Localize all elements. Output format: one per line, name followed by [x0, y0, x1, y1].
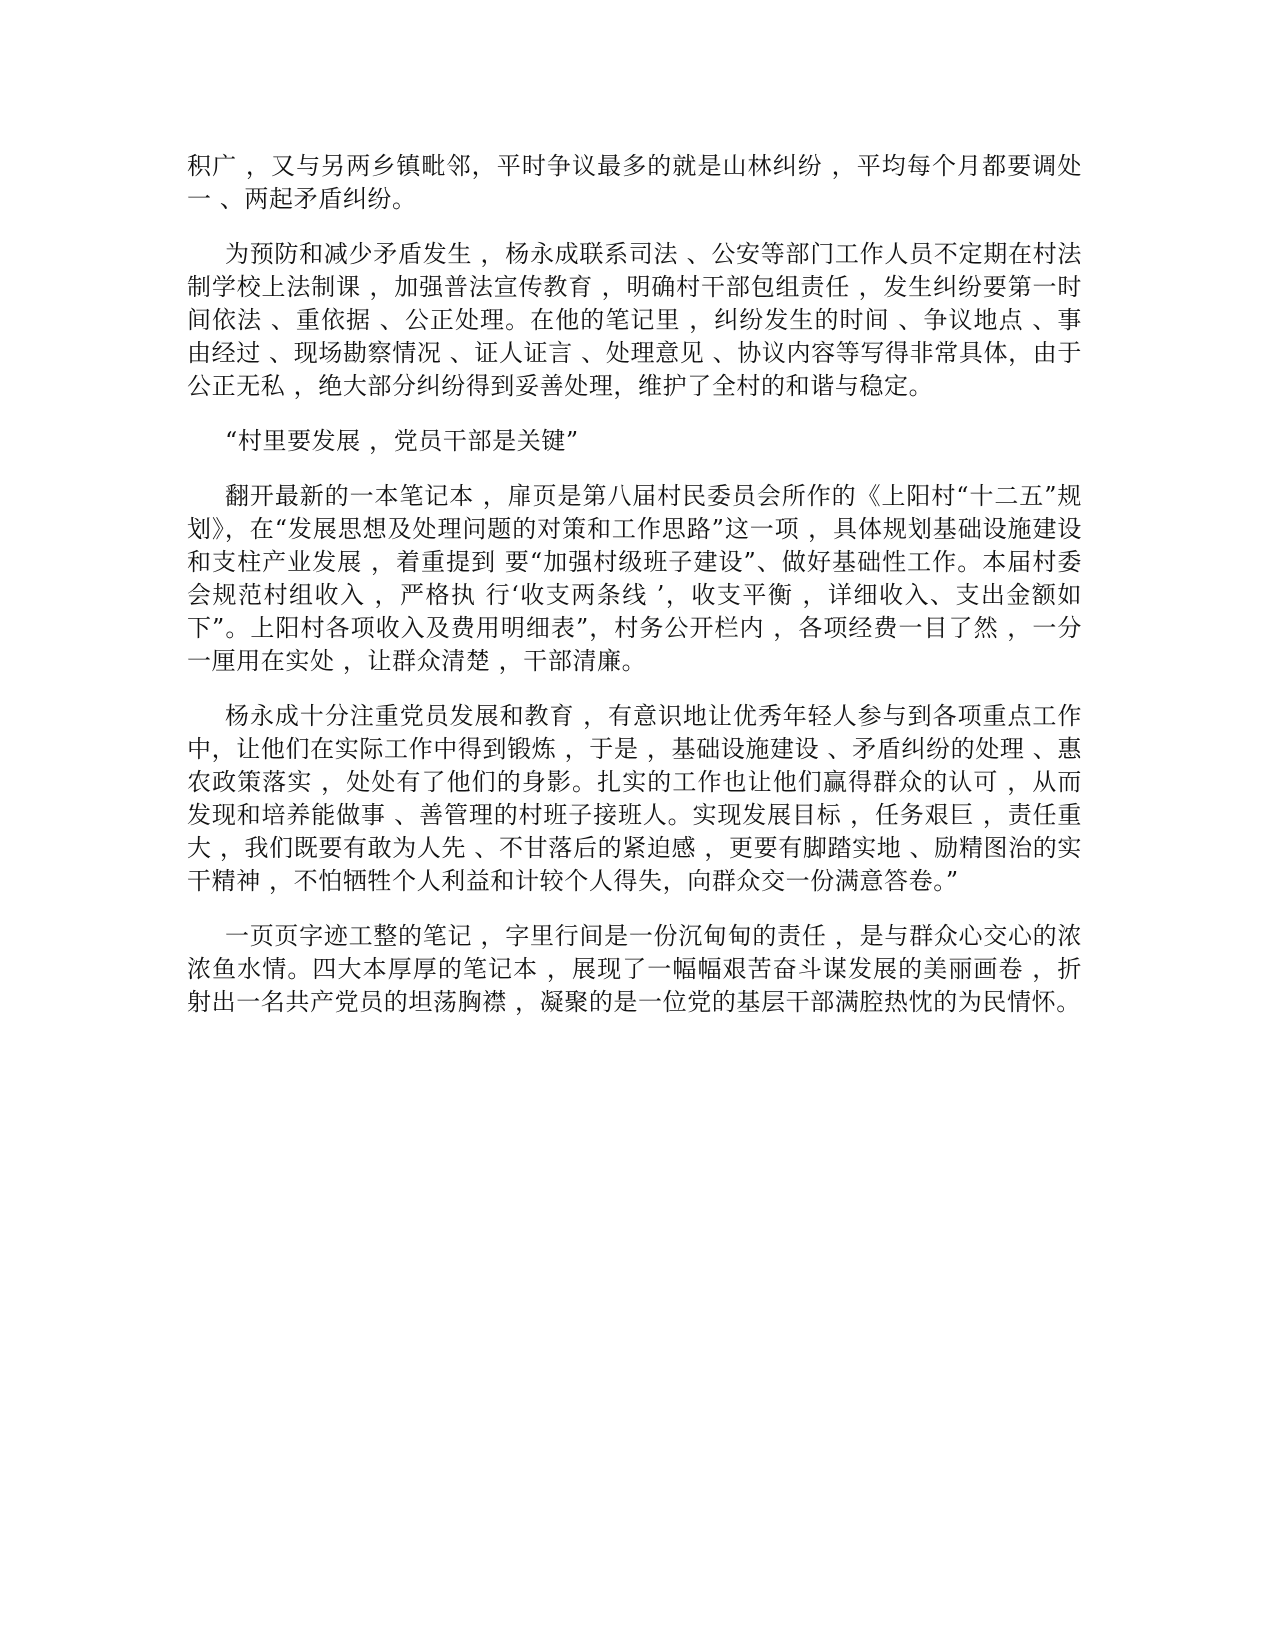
paragraph-1: 积广 ，又与另两乡镇毗邻，平时争议最多的就是山林纠纷 ，平均每个月都要调处一 、两起矛盾纠纷。	[187, 152, 1082, 213]
document-body	[187, 150, 1082, 1041]
paragraph-4: 杨永成十分注重党员发展和教育 ，有意识地让优秀年轻人参与到各项重点工作中，让他们在实际工作中得到锻炼 ，于是 ，基础设施建设 、矛盾纠纷的处理 、惠农政策落实 ，处处有了他们的身影。扎实的工作也让他们赢得群众的认可 ，从而发现和培养能做事 、善管理的村班子接班人。实现发展目标 ，任务艰巨 ，责任重大 ，我们既要有敢为人先 、不甘落后的紧迫感 ，更要有脚踏实地 、励精图治的实干精神 ，不怕牺牲个人利益和计较个人得失，向群众交一份满意答卷。”	[187, 702, 1082, 895]
paragraph-5: 一页页字迹工整的笔记 ，字里行间是一份沉甸甸的责任 ，是与群众心交心的浓浓鱼水情。四大本厚厚的笔记本 ，展现了一幅幅艰苦奋斗谋发展的美丽画卷 ，折射出一名共产党员的坦荡胸襟 ，凝聚的是一位党的基层干部满腔热忱的为民情怀。	[187, 922, 1082, 1016]
paragraph-3: 翻开最新的一本笔记本 ，扉页是第八届村民委员会所作的《上阳村“十二五”规划》，在“发展思想及处理问题的对策和工作思路”这一项 ，具体规划基础设施建设和支柱产业发展 ，着重提到 要“加强村级班子建设”、做好基础性工作。本届村委会规范村组收入 ，严格执 行‘收支两条线 ’，收支平衡 ，详细收入、支出金额如下”。上阳村各项收入及费用明细表”，村务公开栏内 ，各项经费一目了然 ，一分一厘用在实处 ，让群众清楚 ，干部清廉。	[187, 482, 1082, 675]
paragraph-2: 为预防和减少矛盾发生 ，杨永成联系司法 、公安等部门工作人员不定期在村法制学校上法制课 ，加强普法宣传教育 ，明确村干部包组责任 ，发生纠纷要第一时间依法 、重依据 、公正处理。在他的笔记里 ，纠纷发生的时间 、争议地点 、事由经过 、现场勘察情况 、证人证言 、处理意见 、协议内容等写得非常具体，由于公正无私 ，绝大部分纠纷得到妥善处理，维护了全村的和谐与稳定。	[187, 240, 1082, 400]
section-heading: “村里要发展 ，党员干部是关键”	[225, 427, 579, 455]
